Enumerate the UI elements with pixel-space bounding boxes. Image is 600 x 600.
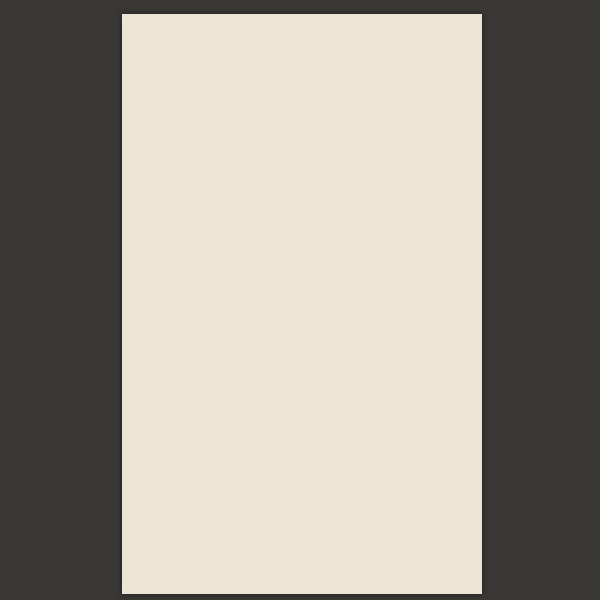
toc-content: [158, 60, 454, 78]
book-page: [122, 14, 482, 594]
